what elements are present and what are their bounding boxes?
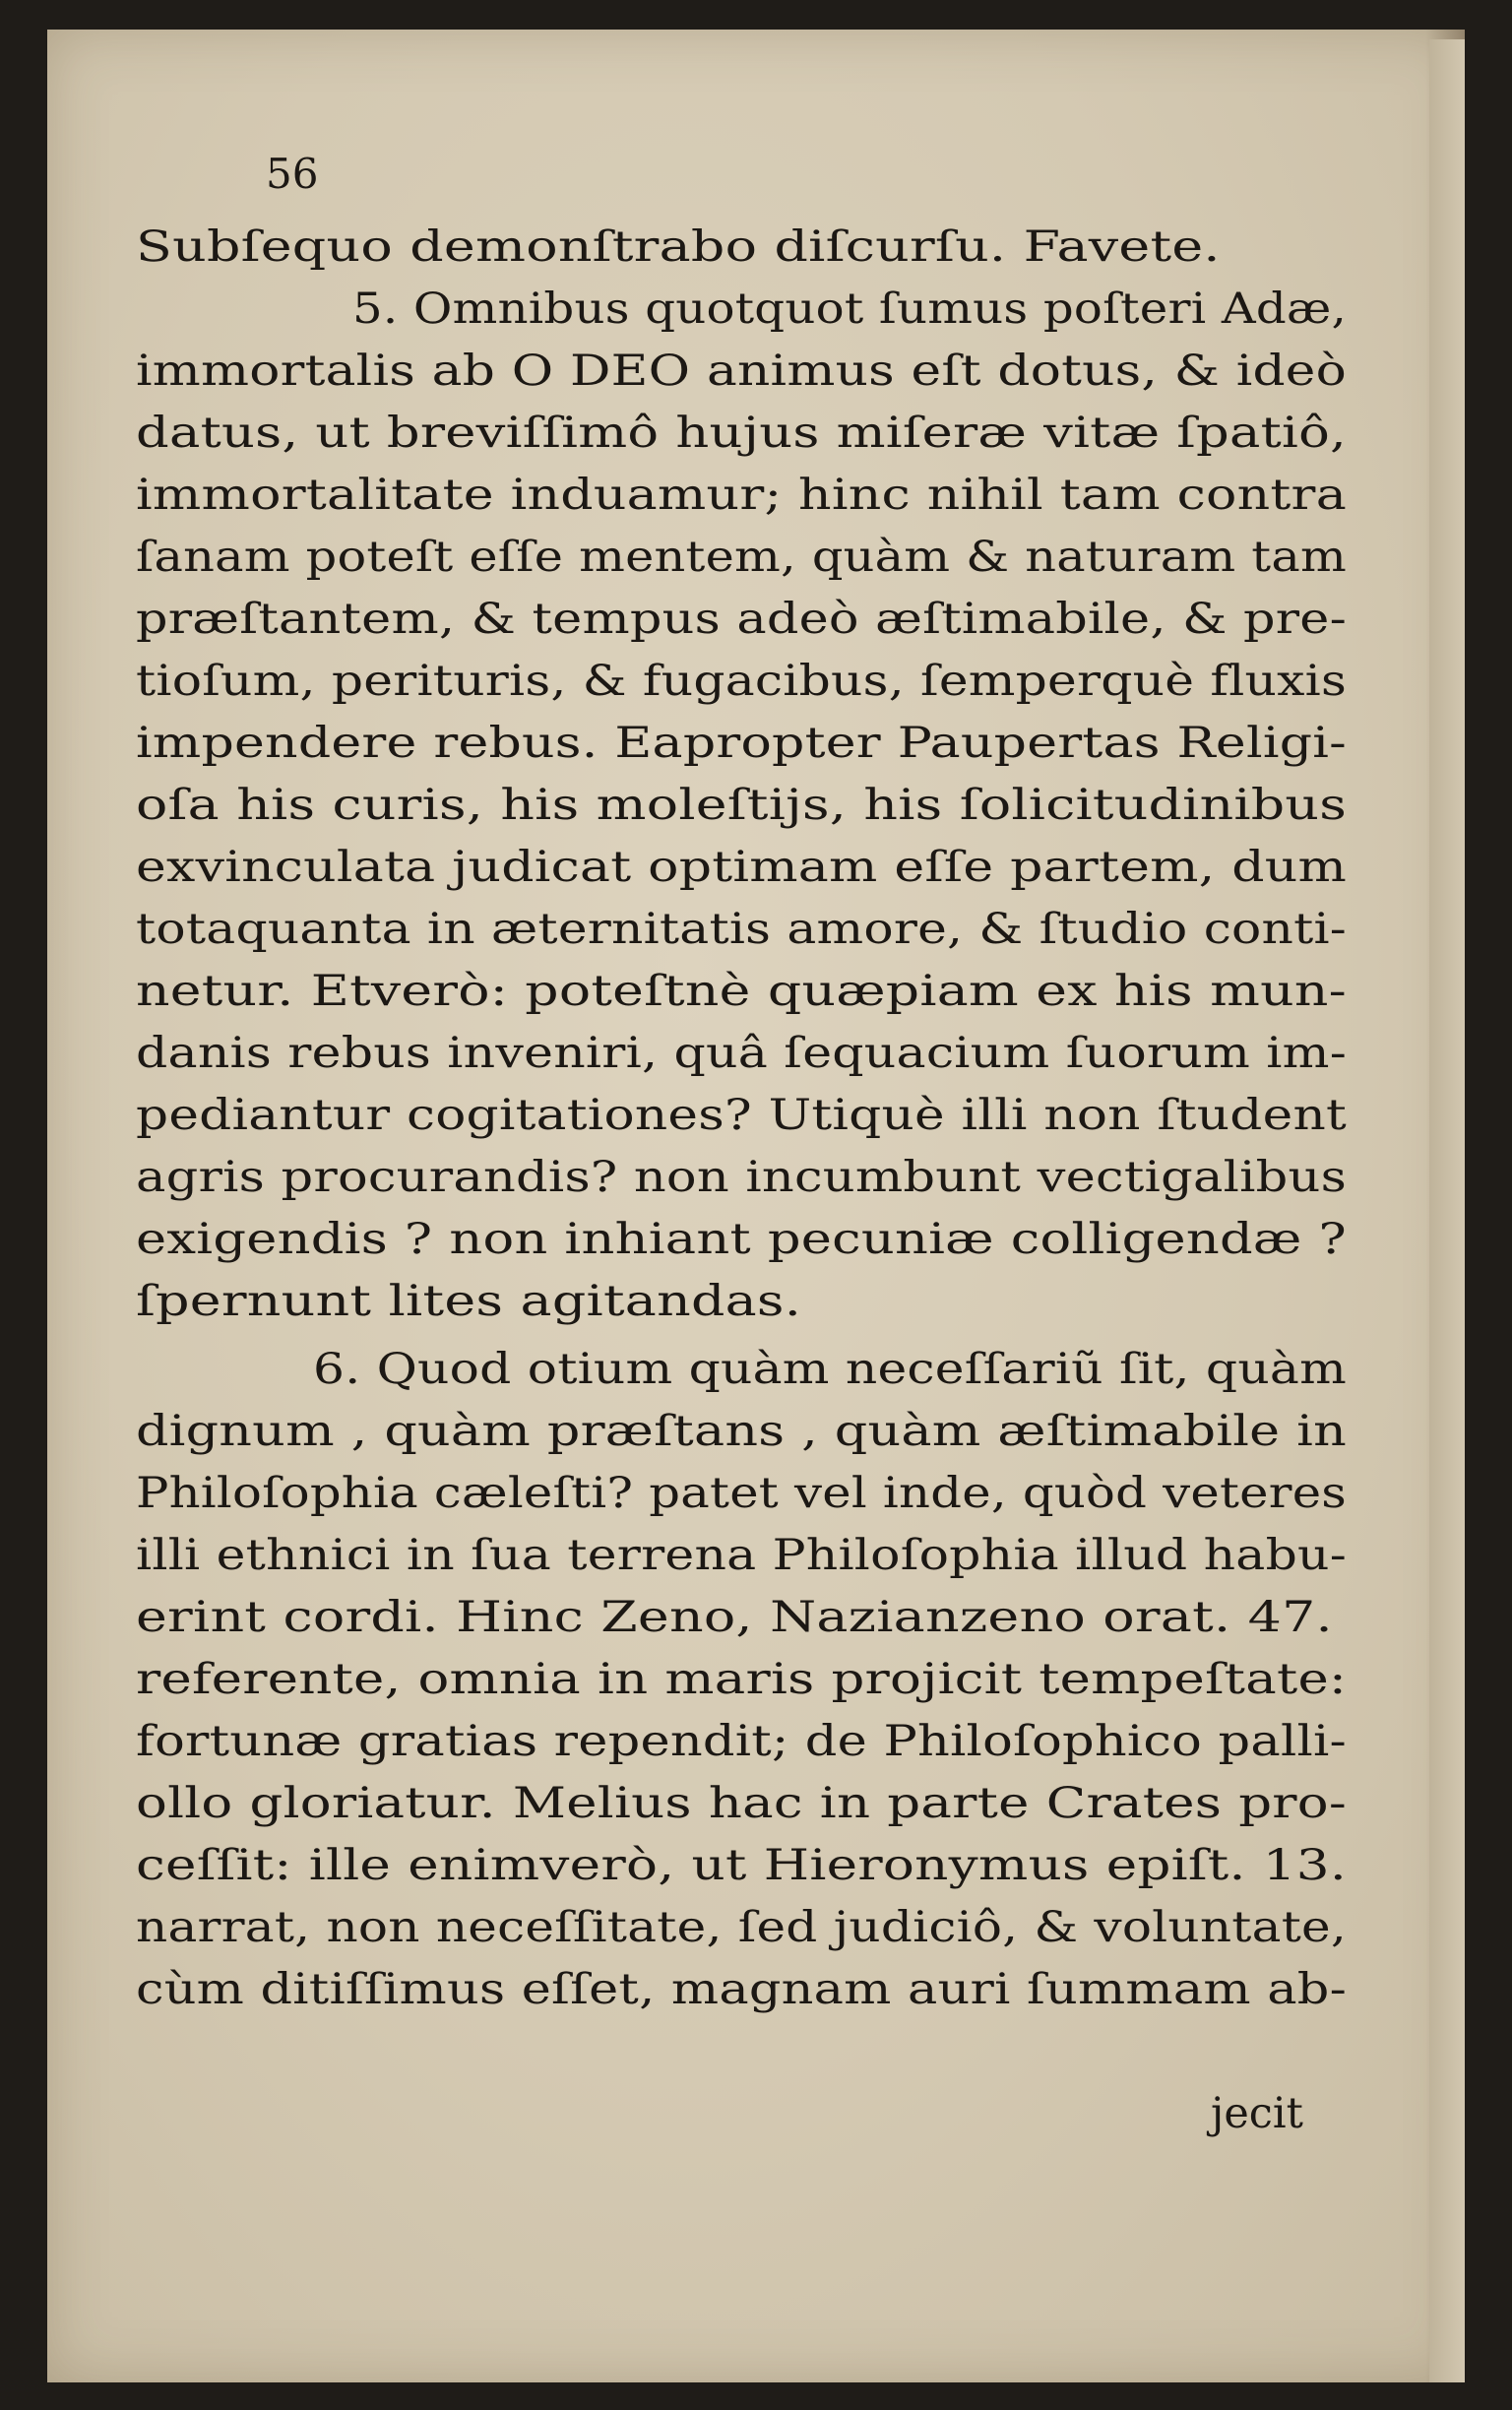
text-line: ceſſit: ille enimverò, ut Hieronymus epiſt. 13. [136, 1841, 1347, 1890]
text-line: netur. Etverò: poteſtnè quæpiam ex his mun- [136, 967, 1347, 1016]
text-line: ollo gloriatur. Melius hac in parte Crates pro- [136, 1779, 1347, 1828]
page-number: 56 [266, 150, 319, 198]
text-line: oſa his curis, his moleſtijs, his ſolicitudinibus [136, 781, 1347, 830]
text-line: erint cordi. Hinc Zeno, Nazianzeno orat. 47. [136, 1593, 1333, 1642]
text-line: exvinculata judicat optimam eſſe partem, dum [136, 843, 1347, 892]
text-line: totaquanta in æternitatis amore, & ſtudio conti- [136, 905, 1347, 954]
text-line: datus, ut breviſſimô hujus miſeræ vitæ ſpatiô, [136, 409, 1347, 458]
text-line: impendere rebus. Eapropter Paupertas Religi- [136, 719, 1347, 768]
text-line: referente, omnia in maris projicit tempeſtate: [136, 1655, 1347, 1704]
text-line: narrat, non neceſſitate, ſed judiciô, & voluntate, [136, 1903, 1347, 1952]
text-line: immortalis ab O DEO animus eſt dotus, & ideò [136, 347, 1347, 396]
text-line: dignum , quàm præſtans , quàm æſtimabile in [136, 1407, 1347, 1456]
text-line: 5. Omnibus quotquot ſumus poſteri Adæ, [352, 285, 1347, 334]
text-line: immortalitate induamur; hinc nihil tam contra [136, 471, 1347, 520]
text-line: tioſum, perituris, & fugacibus, ſemperquè fluxis [136, 657, 1347, 706]
text-line: agris procurandis? non incumbunt vectigalibus [136, 1153, 1347, 1202]
text-line: illi ethnici in ſua terrena Philoſophia illud habu- [136, 1531, 1347, 1580]
text-line: exigendis ? non inhiant pecuniæ colligendæ ? [136, 1215, 1347, 1264]
text-line: Philoſophia cæleſti? patet vel inde, quòd veteres [136, 1469, 1347, 1518]
text-line: præſtantem, & tempus adeò æſtimabile, & pre- [136, 595, 1347, 644]
text-line: fortunæ gratias rependit; de Philoſophico palli- [136, 1717, 1347, 1766]
text-line: ſpernunt lites agitandas. [136, 1277, 802, 1326]
text-line: pediantur cogitationes? Utiquè illi non ſtudent [136, 1091, 1347, 1140]
text-line: 6. Quod otium quàm neceſſariũ ſit, quàm [313, 1345, 1347, 1394]
catchword: jecit [1211, 2089, 1303, 2138]
text-line: danis rebus inveniri, quâ ſequacium ſuorum im- [136, 1029, 1347, 1078]
text-line: cùm ditiſſimus eſſet, magnam auri ſummam ab- [136, 1965, 1347, 2014]
text-line: ſanam poteſt eſſe mentem, quàm & naturam tam [136, 533, 1347, 582]
text-line: Subſequo demonſtrabo diſcurſu. Favete. [136, 222, 1221, 272]
